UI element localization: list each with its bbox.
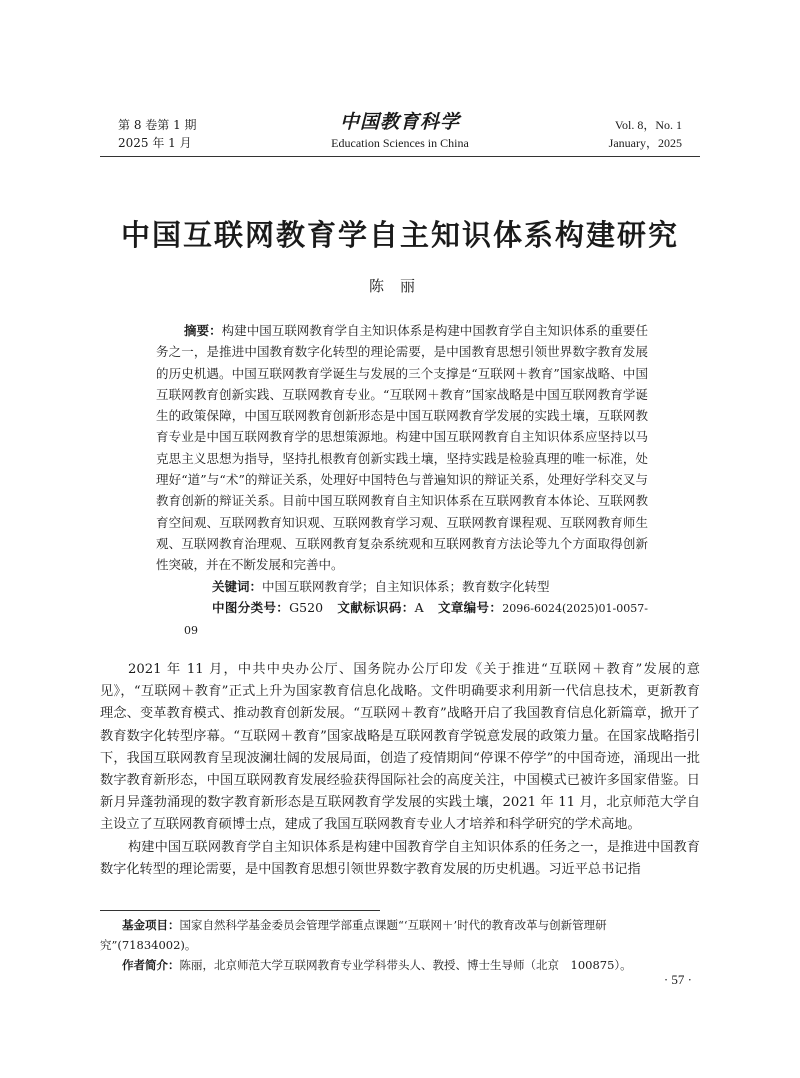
header-right bbox=[609, 116, 682, 152]
date-cn: 2025 年 1 月 bbox=[118, 136, 192, 150]
fund-note bbox=[100, 915, 700, 955]
footnotes bbox=[100, 915, 700, 975]
date-en: January，2025 bbox=[608, 136, 682, 150]
body-text bbox=[100, 659, 700, 881]
fund-text: 国家自然科学基金委员会管理学部重点课题“‘互联网＋’时代的教育改革与创新管理研究”(71834002)。 bbox=[100, 918, 607, 952]
footnote-rule bbox=[100, 910, 380, 911]
page-number: · 57 · bbox=[663, 972, 692, 987]
abstract-label: 摘要： bbox=[184, 323, 222, 338]
body-paragraph: 构建中国互联网教育学自主知识体系是构建中国教育学自主知识体系的任务之一，是推进中国教育数字化转型的理论需要，是中国教育思想引领世界数字教育发展的历史机遇。习近平总书记指 bbox=[100, 839, 700, 877]
body-paragraph: 2021 年 11 月，中共中央办公厅、国务院办公厅印发《关于推进“互联网＋教育”发展的意见》，“互联网＋教育”正式上升为国家教育信息化战略。文件明确要求利用新一代信息技术，更新教育理念、变革教育模式、推动教育创新发展。“互联网＋教育”战略开启了我国教育信息化新篇章，掀开了教育数字化转型序幕。“互联网＋教育”国家战略是互联网教育学锐意发展的政策力量。在国家战略指引下，我国互联网教育呈现波澜壮阔的发展局面，创造了疫情期间“停课不停学”的中国奇迹，涌现出一批数字教育新形态，中国互联网教育发展经验获得国际社会的高度关注，中国模式已被许多国家借鉴。日新月异蓬勃涌现的数字教育新形态是互联网教育学发展的实践土壤，2021 年 11 月，北京师范大学自主设立了互联网教育硕博士点，建成了我国互联网教育专业人才培养和科学研究的学术高地。 bbox=[100, 662, 700, 833]
abstract-text: 构建中国互联网教育学自主知识体系是构建中国教育学自主知识体系的重要任务之一，是推进中国教育数字化转型的理论需要，是中国教育思想引领世界数字教育发展的历史机遇。中国互联网教育学诞生与发展的三个支撑是“互联网＋教育”国家战略、中国互联网教育创新实践、互联网教育专业。“互联网＋教育”国家战略是中国互联网教育学诞生的政策保障，中国互联网教育创新形态是中国互联网教育学发展的实践土壤，互联网教育专业是中国互联网教育学的思想策源地。构建中国互联网教育自主知识体系应坚持以马克思主义思想为指导，坚持扎根教育创新实践土壤，坚持实践是检验真理的唯一标准，处理好“道”与“术”的辩证关系，处理好中国特色与普遍知识的辩证关系，处理好学科交叉与教育创新的辩证关系。目前中国互联网教育自主知识体系在互联网教育本体论、互联网教育空间观、互联网教育知识观、互联网教育学习观、互联网教育课程观、互联网教育师生观、互联网教育治理观、互联网教育复杂系统观和互联网教育方法论等九个方面取得创新性突破，并在不断发展和完善中。 bbox=[156, 323, 648, 573]
journal-name-en: Education Sciences in China bbox=[331, 136, 469, 150]
article-number-value: 2096-6024(2025)01-0057-09 bbox=[184, 601, 648, 637]
keywords bbox=[156, 576, 648, 597]
author-note-label: 作者简介： bbox=[122, 958, 180, 972]
article-title: 中国互联网教育学自主知识体系构建研究 bbox=[120, 218, 679, 252]
journal-name bbox=[118, 110, 682, 152]
author-note-text: 陈丽，北京师范大学互联网教育专业学科带头人、教授、博士生导师（北京 100875）。 bbox=[179, 958, 632, 972]
keywords-text: 中国互联网教育学；自主知识体系；教育数字化转型 bbox=[262, 578, 550, 594]
volume-issue-cn: 第 8 卷第 1 期 bbox=[118, 118, 197, 132]
journal-name-cn: 中国教育科学 bbox=[339, 111, 460, 133]
article-number-label: 文章编号： bbox=[437, 599, 503, 615]
classification-line bbox=[156, 597, 648, 641]
abstract-block bbox=[156, 320, 648, 641]
volume-issue-en: Vol. 8，No. 1 bbox=[614, 118, 682, 132]
header-rule bbox=[100, 156, 700, 157]
doc-code-label: 文献标识码： bbox=[337, 599, 415, 615]
doc-code-value: A bbox=[414, 599, 424, 615]
clc-label: 中图分类号： bbox=[212, 599, 290, 615]
running-header bbox=[118, 111, 682, 156]
author-note bbox=[100, 955, 700, 975]
clc-value: G520 bbox=[289, 599, 324, 615]
abstract bbox=[156, 320, 648, 576]
fund-label: 基金项目： bbox=[122, 918, 180, 932]
article-author: 陈丽 bbox=[368, 277, 431, 295]
keywords-label: 关键词： bbox=[212, 578, 263, 594]
